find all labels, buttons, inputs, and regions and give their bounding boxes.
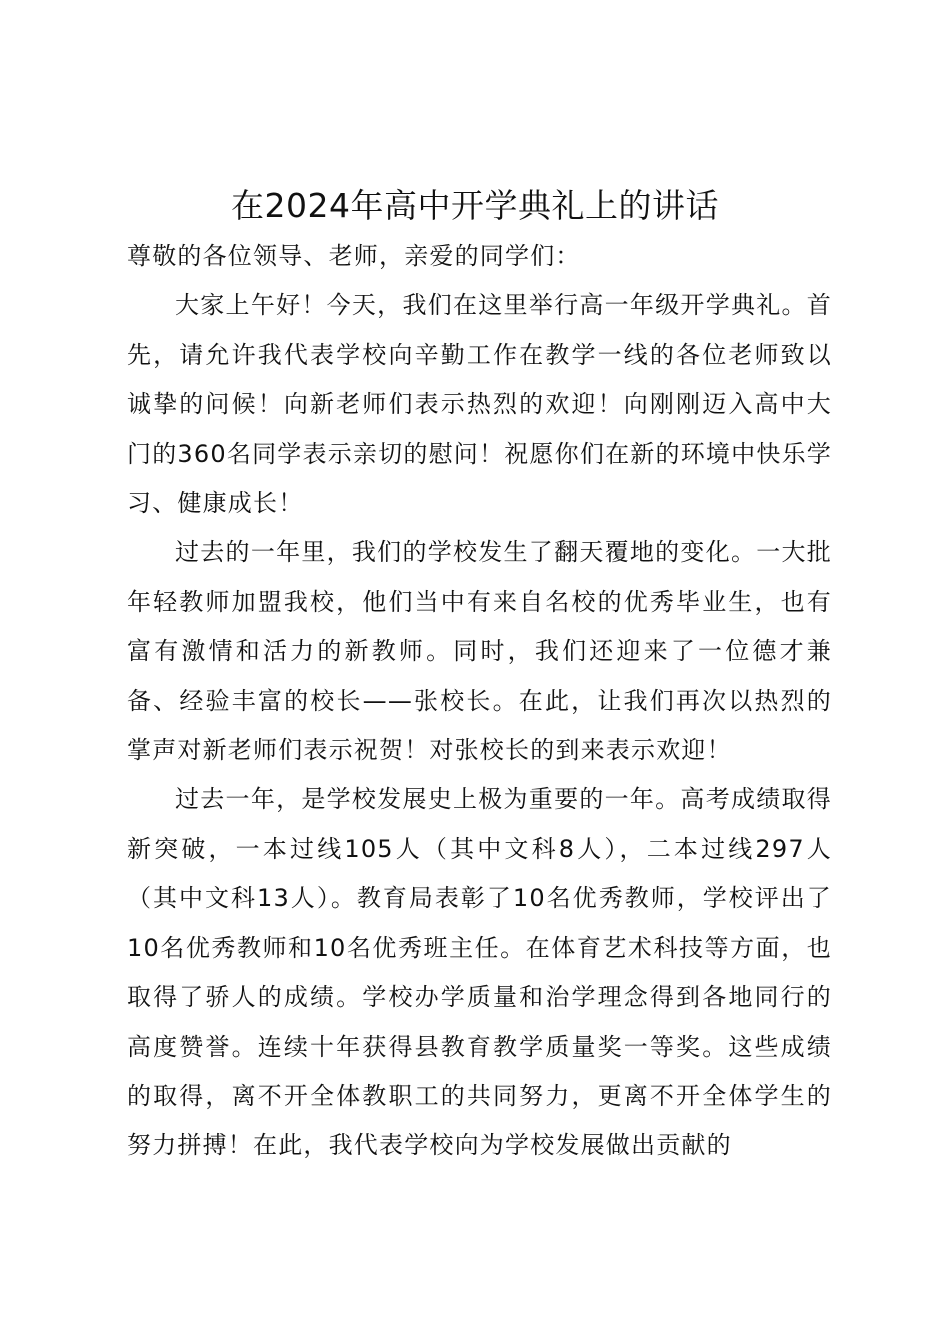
document-body xyxy=(127,232,832,1171)
paragraph-1: 大家上午好！今天，我们在这里举行高一年级开学典礼。首先，请允许我代表学校向辛勤工作在教学一线的各位老师致以诚挚的问候！向新老师们表示热烈的欢迎！向刚刚迈入高中大门的360名同学表示亲切的慰问！祝愿你们在新的环境中快乐学习、健康成长！ xyxy=(127,291,832,518)
document-title: 在2024年高中开学典礼上的讲话 xyxy=(231,186,719,225)
paragraph-3: 过去一年，是学校发展史上极为重要的一年。高考成绩取得新突破，一本过线105人（其中文科8人），二本过线297人（其中文科13人）。教育局表彰了10名优秀教师，学校评出了10名优秀教师和10名优秀班主任。在体育艺术科技等方面，也取得了骄人的成绩。学校办学质量和治学理念得到各地同行的高度赞誉。连续十年获得县教育教学质量奖一等奖。这些成绩的取得，离不开全体教职工的共同努力，更离不开全体学生的努力拼搏！在此，我代表学校向为学校发展做出贡献的 xyxy=(127,785,832,1160)
paragraph-2: 过去的一年里，我们的学校发生了翻天覆地的变化。一大批年轻教师加盟我校，他们当中有来自名校的优秀毕业生，也有富有激情和活力的新教师。同时，我们还迎来了一位德才兼备、经验丰富的校长——张校长。在此，让我们再次以热烈的掌声对新老师们表示祝贺！对张校长的到来表示欢迎！ xyxy=(127,538,832,765)
salutation: 尊敬的各位领导、老师，亲爱的同学们： xyxy=(127,242,581,270)
